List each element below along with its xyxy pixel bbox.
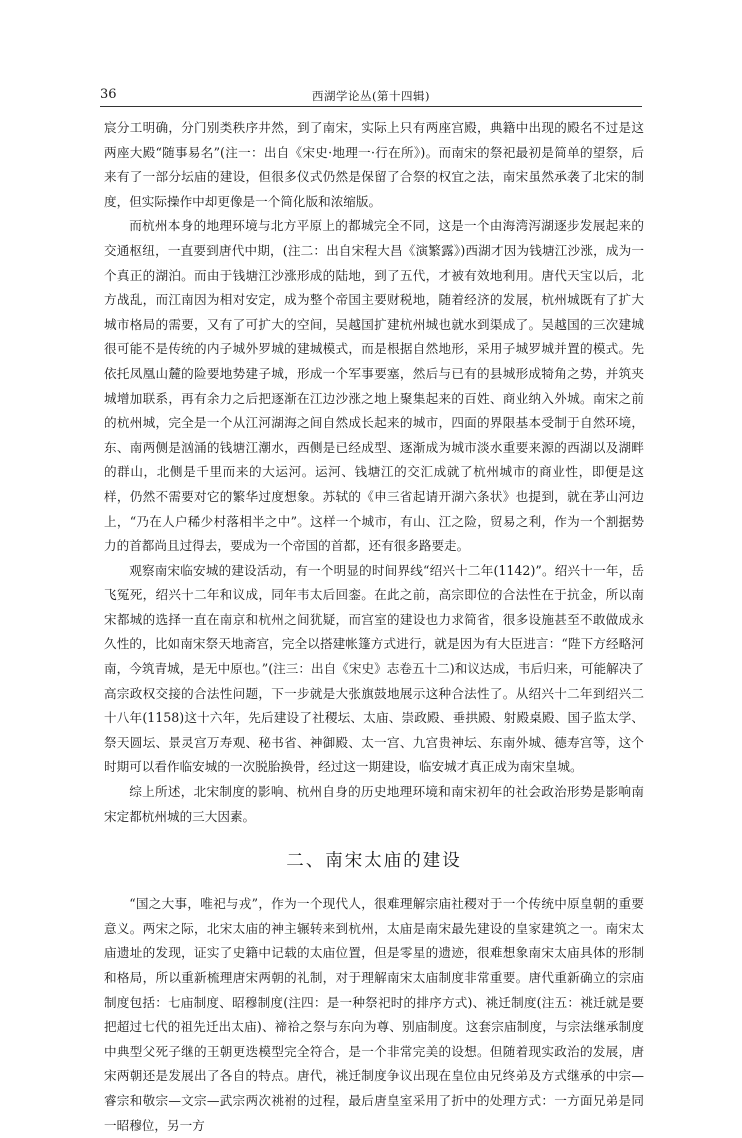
page-number: 36 [100, 87, 117, 102]
header-rule [100, 106, 642, 107]
page-header [100, 85, 642, 107]
paragraph: “国之大事，唯祀与戎”，作为一个现代人，很难理解宗庙社稷对于一个传统中原皇朝的重要意义。两宋之际，北宋太庙的神主辗转来到杭州，太庙是南宋最先建设的皇家建筑之一。南宋太庙遗址的发现，证实了史籍中记载的太庙位置，但是零星的遗迹，很难想象南宋太庙具体的形制和格局，所以重新梳理唐宋两朝的礼制，对于理解南宋太庙制度非常重要。唐代重新确立的宗庙制度包括：七庙制度、昭穆制度(注四：是一种祭祀时的排序方式)、祧迁制度(注五：祧迁就是要把超过七代的祖先迁出太庙)、禘祫之祭与东向为尊、别庙制度。这套宗庙制度，与宗法继承制度中典型父死子继的王朝更迭模型完全符合，是一个非常完美的设想。但随着现实政治的发展，唐宋两朝还是发展出了各自的特点。唐代，祧迁制度争议出现在皇位由兄终弟及方式继承的中宗—睿宗和敬宗—文宗—武宗两次祧祔的过程，最后唐皇室采用了折中的处理方式：一方面兄弟是同一昭穆位，另一方 [104, 896, 644, 1133]
page-body [104, 116, 644, 1138]
paragraph: 综上所述，北宋制度的影响、杭州自身的历史地理环境和南宋初年的社会政治形势是影响南宋定都杭州城的三大因素。 [104, 784, 644, 824]
paragraph: 观察南宋临安城的建设活动，有一个明显的时间界线“绍兴十二年(1142)”。绍兴十一年，岳飞冤死，绍兴十二年和议成，同年韦太后回銮。在此之前，高宗即位的合法性在于抗金，所以南宋都城的选择一直在南京和杭州之间犹疑，而宫室的建设也力求简省，很多设施甚至不敢做成永久性的，比如南宋祭天地斋宫，完全以搭建帐篷方式进行，就是因为有大臣进言：“陛下方经略河南，今筑青城，是无中原也。”(注三：出自《宋史》志卷五十二)和议达成，韦后归来，可能解决了高宗政权交接的合法性问题，下一步就是大张旗鼓地展示这种合法性了。从绍兴十二年到绍兴二十八年(1158)这十六年，先后建设了社稷坛、太庙、崇政殿、垂拱殿、射殿桌殿、国子监太学、祭天圆坛、景灵宫万寿观、秘书省、神御殿、太一宫、九宫贵神坛、东南外城、德寿宫等，这个时期可以看作临安城的一次脱胎换骨，经过这一期建设，临安城才真正成为南宋皇城。 [104, 562, 644, 775]
section-heading: 二、南宋太庙的建设 [286, 851, 462, 872]
paragraph: 宸分工明确，分门别类秩序井然，到了南宋，实际上只有两座宫殿，典籍中出现的殿名不过是这两座大殿“随事易名”(注一：出自《宋史·地理一·行在所》)。而南宋的祭祀最初是简单的望祭，后来有了一部分坛庙的建设，但很多仪式仍然是保留了合祭的权宜之法，南宋虽然承袭了北宋的制度，但实际操作中却更像是一个简化版和浓缩版。 [104, 120, 644, 209]
paragraph: 而杭州本身的地理环境与北方平原上的都城完全不同，这是一个由海湾泻湖逐步发展起来的交通枢纽，一直要到唐代中期，(注二：出自宋程大昌《演繁露》)西湖才因为钱塘江沙涨，成为一个真正的湖泊。而由于钱塘江沙涨形成的陆地，到了五代，才被有效地利用。唐代天宝以后，北方战乱，而江南因为相对安定，成为整个帝国主要财税地，随着经济的发展，杭州城既有了扩大城市格局的需要，又有了可扩大的空间，吴越国扩建杭州城也就水到渠成了。吴越国的三次建城很可能不是传统的内子城外罗城的建城模式，而是根据自然地形，采用子城罗城并置的模式。先依托凤凰山麓的险要地势建子城，形成一个军事要塞，然后与已有的县城形成犄角之势，并筑夹城增加联系，再有余力之后把逐渐在江边沙涨之地上聚集起来的百姓、商业纳入外城。南宋之前的杭州城，完全是一个从江河湖海之间自然成长起来的城市，四面的界限基本受制于自然环境，东、南两侧是汹涌的钱塘江潮水，西侧是已经成型、逐渐成为城市淡水重要来源的西湖以及湖畔的群山，北侧是千里而来的大运河。运河、钱塘江的交汇成就了杭州城市的商业性，即便是这样，仍然不需要对它的繁华过度想象。苏轼的《申三省起请开湖六条状》也提到，就在茅山河边上，“乃在人户稀少村落相半之中”。这样一个城市，有山、江之险，贸易之利，作为一个割据势力的首都尚且过得去，要成为一个帝国的首都，还有很多路要走。 [104, 218, 644, 554]
running-title: 西湖学论丛(第十四辑) [312, 89, 430, 103]
